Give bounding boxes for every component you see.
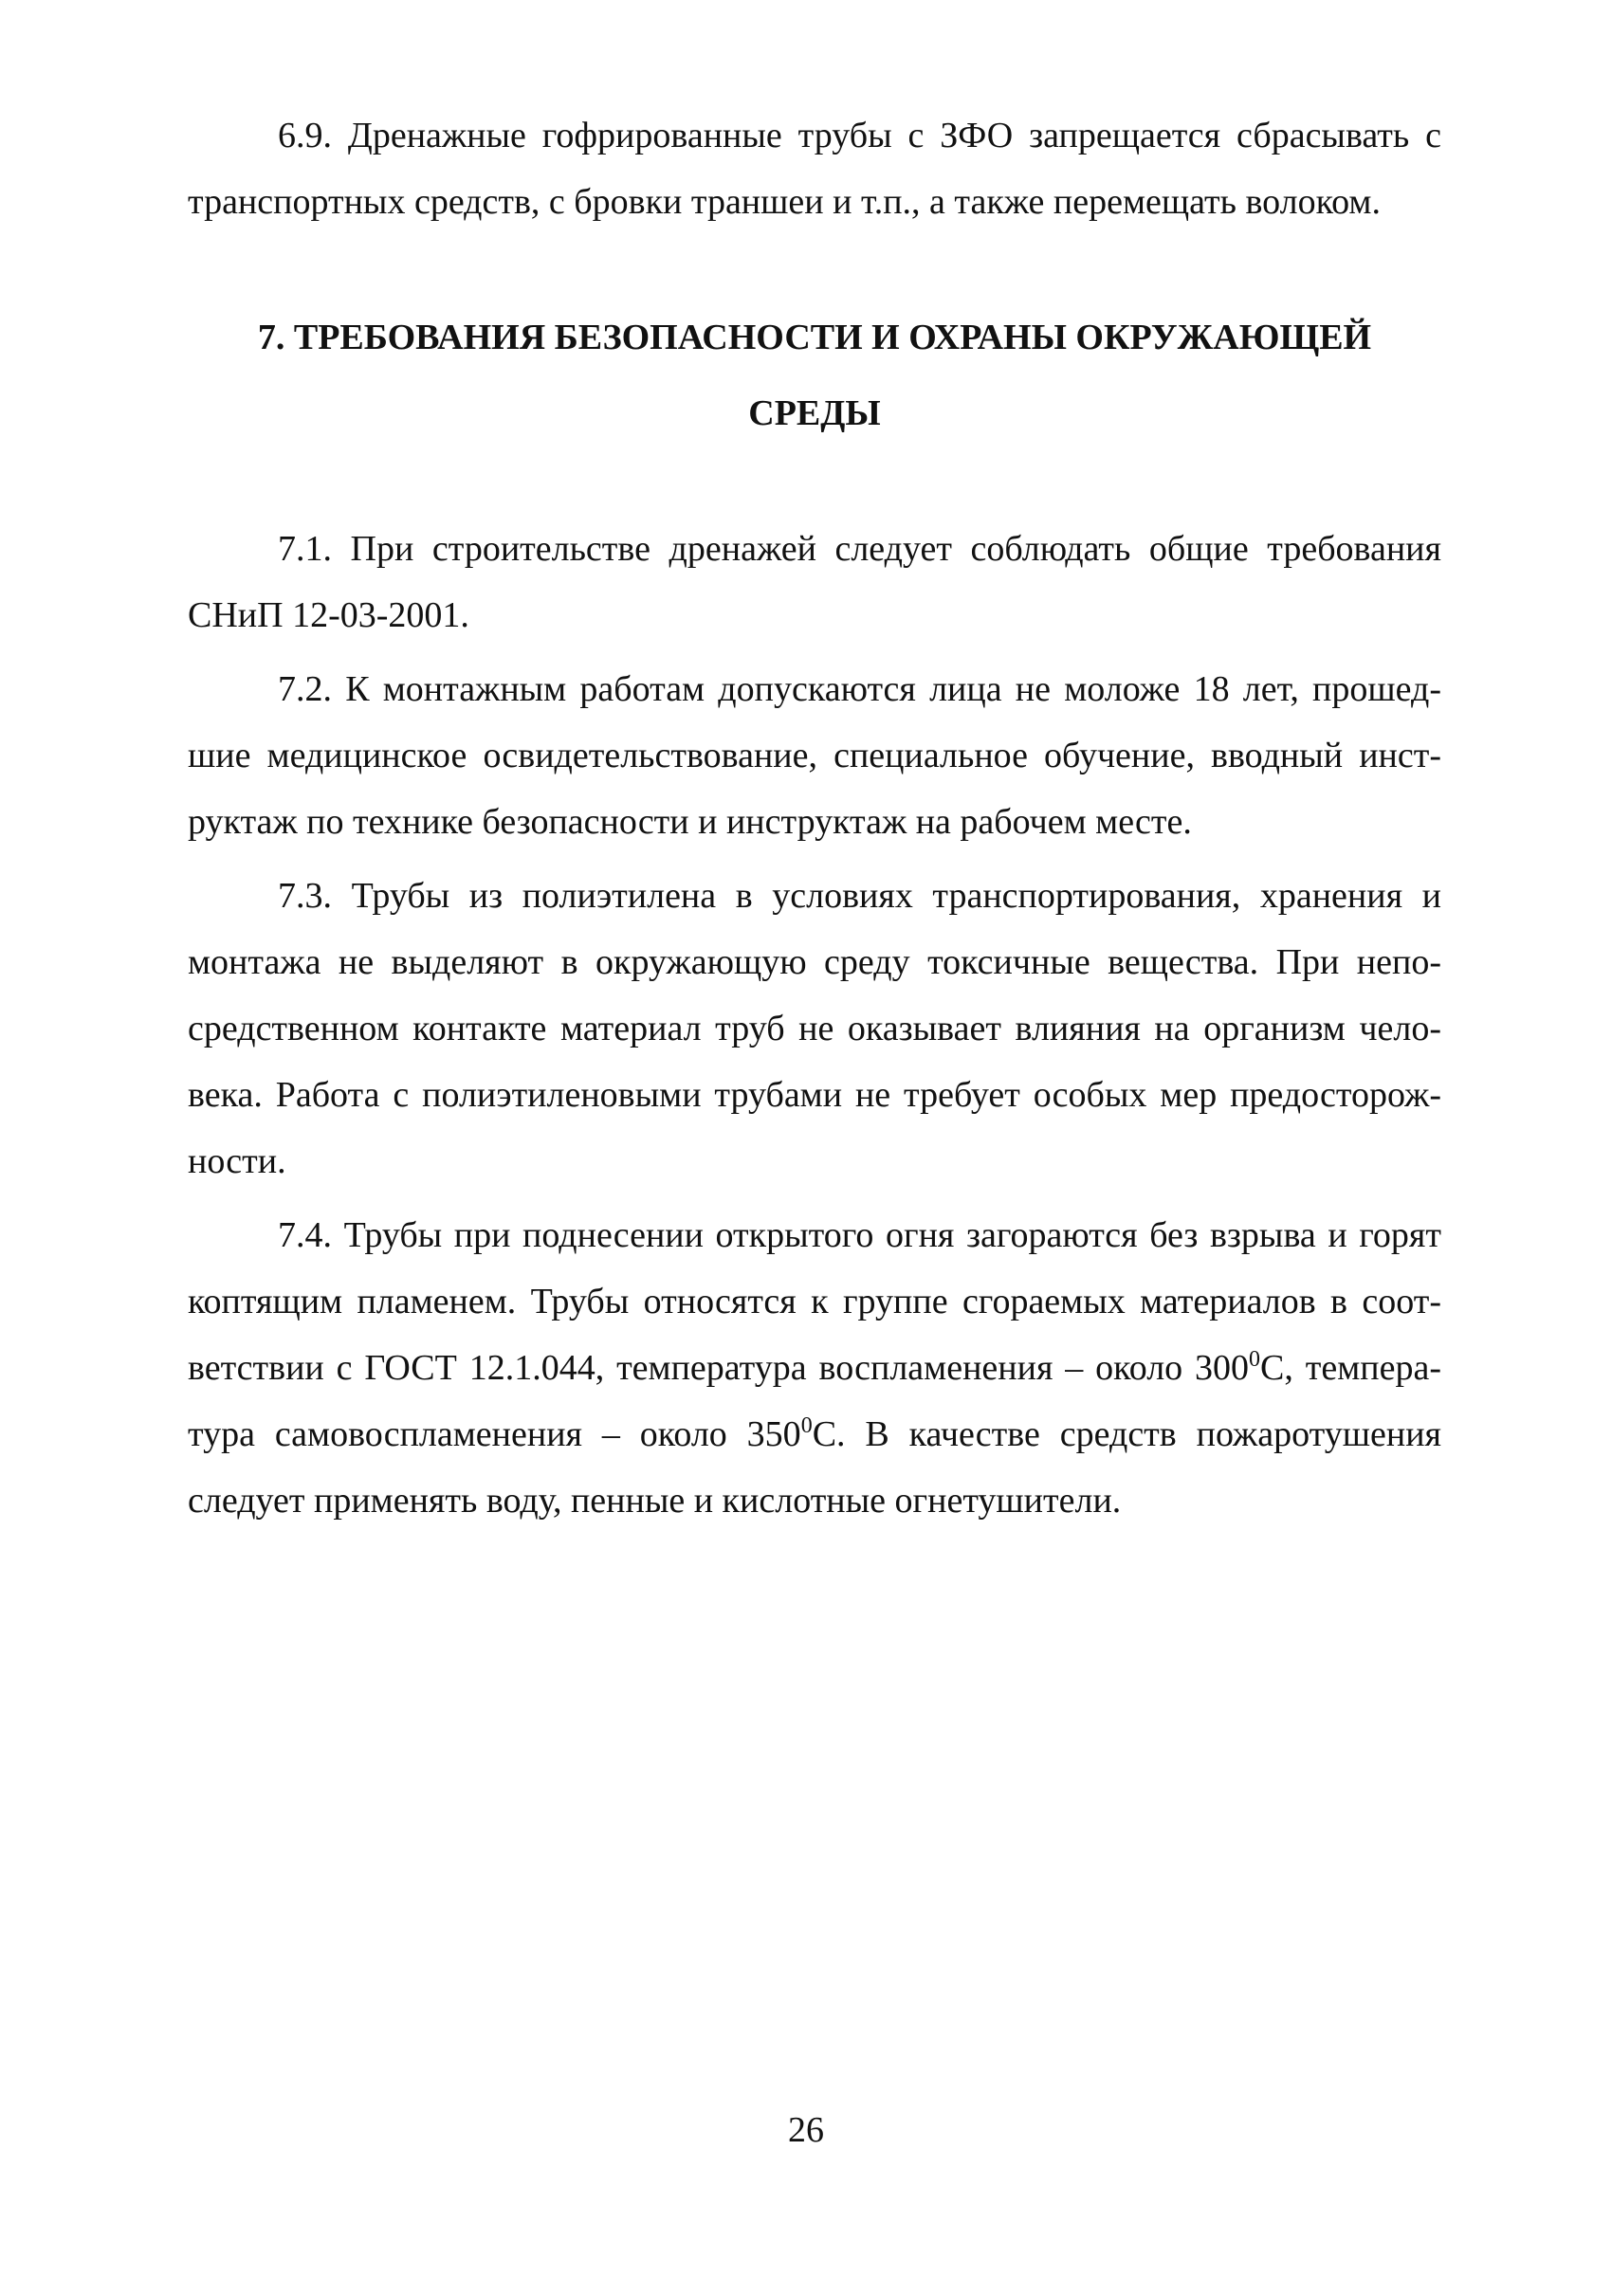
degree-superscript-1: 0 [1249, 1347, 1261, 1372]
paragraph-6-9: 6.9. Дренажные гофрированные трубы с ЗФО запрещается сбрасывать с транспортных средств, с бровки траншеи и т.п., а также перемещать волоком. [188, 116, 1441, 222]
page-content [188, 102, 1441, 1534]
paragraph-7-3: 7.3. Трубы из полиэтилена в условиях транспортирования, хранения и монтажа не выделяют в окружающую среду токсичные вещества. При непосредственном контакте материал труб не оказывает влияния на организм человека. Работа с полиэтиленовыми трубами не требует особых мер предосторожности. [188, 876, 1441, 1181]
page-number: 26 [788, 2110, 824, 2150]
section-heading-line-1: 7. ТРЕБОВАНИЯ БЕЗОПАСНОСТИ И ОХРАНЫ ОКРУЖАЮЩЕЙ [257, 318, 1372, 357]
paragraph-7-4-part-1: 7.4. Трубы при поднесении открытого огня загораются без взрыва и горят коптящим пламенем. Трубы относятся к группе сгораемых материалов в соответствии с ГОСТ 12.1.044, температура воспламенения – около 300 [188, 1215, 1441, 1388]
paragraph-7-4-part-3: С. В качестве средств пожаротушения следует применять воду, пенные и кислотные огнетушители. [188, 1414, 1442, 1521]
section-heading [188, 300, 1441, 451]
paragraph-7-4-part-2: С, температура самовоспламенения – около 350 [188, 1348, 1442, 1454]
paragraph-7-4 [188, 1202, 1441, 1534]
degree-superscript-2: 0 [800, 1413, 813, 1438]
paragraph-7-1: 7.1. При строительстве дренажей следует соблюдать общие требования СНиП 12-03-2001. [188, 529, 1441, 635]
paragraph-7-2: 7.2. К монтажным работам допускаются лица не моложе 18 лет, прошедшие медицинское освидетельствование, специальное обучение, вводный инструктаж по технике безопасности и инструктаж на рабочем месте. [188, 669, 1441, 842]
section-heading-line-2: СРЕДЫ [748, 393, 881, 433]
